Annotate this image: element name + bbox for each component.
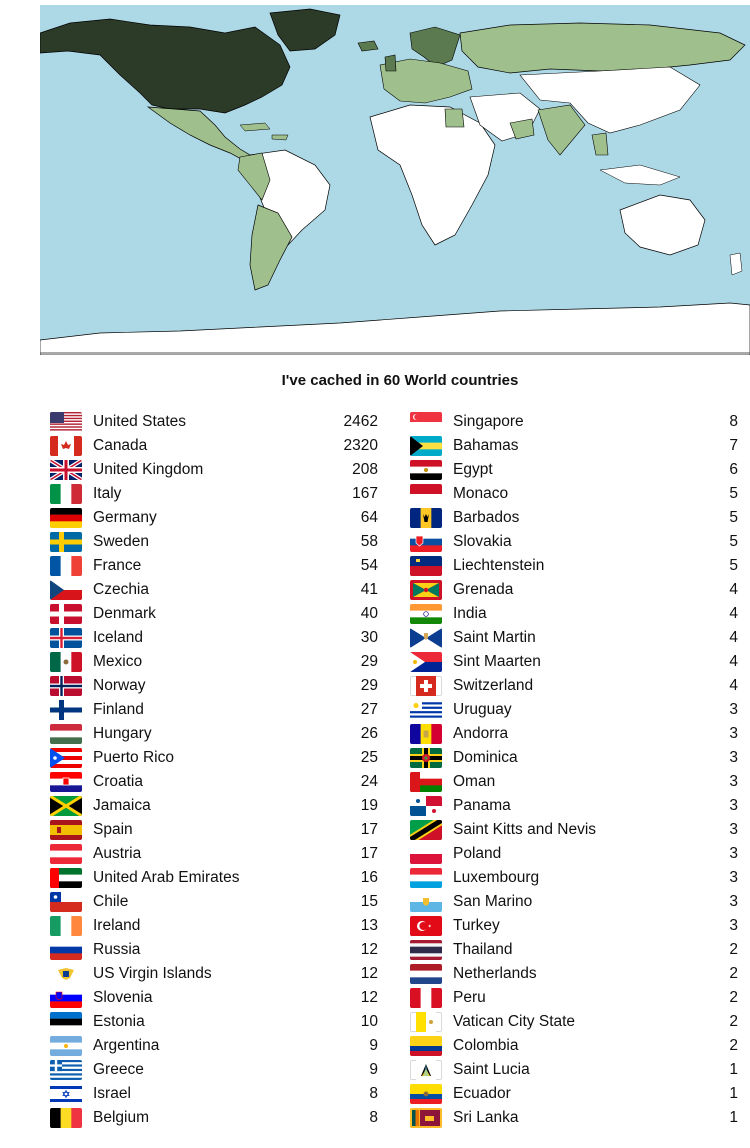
cache-count: 3 [729,797,738,814]
country-name: Panama [453,797,511,814]
cache-count: 41 [360,581,378,598]
country-row [410,866,740,890]
country-name: Thailand [453,941,513,958]
country-row [410,410,740,434]
country-name: Mexico [93,653,143,670]
cache-count: 2 [729,941,738,958]
country-name: Egypt [453,461,493,478]
cache-count: 12 [360,989,378,1006]
country-row [50,770,380,794]
country-row [50,818,380,842]
cache-count: 54 [360,557,378,574]
country-name: Luxembourg [453,869,540,886]
country-name: Liechtenstein [453,557,545,574]
country-row [50,410,380,434]
country-name: Dominica [453,749,518,766]
country-row [410,1034,740,1058]
country-row [410,650,740,674]
country-row [410,530,740,554]
country-row [50,938,380,962]
country-name: Colombia [453,1037,519,1054]
flag-uy-icon [410,700,442,720]
country-row [50,986,380,1010]
country-row [50,506,380,530]
country-row [410,674,740,698]
country-name: Switzerland [453,677,534,694]
flag-ru-icon [50,940,82,960]
cache-count: 1 [729,1085,738,1102]
cache-count: 1 [729,1061,738,1078]
flag-ch-icon [410,676,442,696]
country-row [410,1010,740,1034]
flag-pl-icon [410,844,442,864]
flag-dm-icon [410,748,442,768]
cache-count: 167 [352,485,378,502]
cache-count: 12 [360,965,378,982]
flag-vi-icon [50,964,82,984]
country-row [50,1082,380,1106]
country-name: United Arab Emirates [93,869,240,886]
flag-sg-icon [410,412,442,432]
country-row [50,698,380,722]
country-row [50,890,380,914]
flag-cz-icon [50,580,82,600]
country-row [50,866,380,890]
cache-count: 3 [729,773,738,790]
country-name: Grenada [453,581,514,598]
cache-count: 3 [729,725,738,742]
country-row [410,938,740,962]
flag-li-icon [410,556,442,576]
flag-pe-icon [410,988,442,1008]
country-name: Czechia [93,581,149,598]
cache-count: 3 [729,749,738,766]
flag-ec-icon [410,1084,442,1104]
cache-count: 5 [729,533,738,550]
country-name: Italy [93,485,122,502]
cache-count: 12 [360,941,378,958]
country-name: Hungary [93,725,152,742]
flag-nl-icon [410,964,442,984]
country-name: Argentina [93,1037,160,1054]
country-name: Saint Lucia [453,1061,530,1078]
country-name: Sri Lanka [453,1109,519,1126]
flag-jm-icon [50,796,82,816]
country-name: Germany [93,509,157,526]
cache-count: 26 [360,725,378,742]
cache-count: 29 [360,677,378,694]
flag-lu-icon [410,868,442,888]
country-row [410,1106,740,1130]
country-name: Israel [93,1085,131,1102]
country-row [50,914,380,938]
flag-lk-icon [410,1108,442,1128]
country-name: Estonia [93,1013,145,1030]
country-name: Uruguay [453,701,512,718]
cache-count: 2 [729,965,738,982]
country-row [50,1106,380,1130]
flag-ie-icon [50,916,82,936]
flag-ad-icon [410,724,442,744]
country-row [410,746,740,770]
country-name: San Marino [453,893,533,910]
flag-eg-icon [410,460,442,480]
country-row [410,434,740,458]
country-row [50,626,380,650]
cache-count: 13 [360,917,378,934]
flag-ar-icon [50,1036,82,1056]
country-name: Chile [93,893,129,910]
country-name: United Kingdom [93,461,204,478]
cache-count: 2 [729,1013,738,1030]
flag-kn-icon [410,820,442,840]
cache-count: 9 [369,1061,378,1078]
country-row [410,1058,740,1082]
country-name: Sint Maarten [453,653,541,670]
country-row [50,530,380,554]
flag-tr-icon [410,916,442,936]
country-name: India [453,605,487,622]
country-row [410,890,740,914]
country-row [50,482,380,506]
flag-pa-icon [410,796,442,816]
uk-region [385,55,396,71]
country-name: Barbados [453,509,520,526]
flag-mx-icon [50,652,82,672]
cache-count: 3 [729,821,738,838]
country-name: Denmark [93,605,156,622]
country-name: Ecuador [453,1085,511,1102]
cache-count: 10 [360,1013,378,1030]
flag-sm-icon [410,892,442,912]
world-map-svg [40,5,750,355]
flag-va-icon [410,1012,442,1032]
cache-count: 25 [360,749,378,766]
cache-count: 29 [360,653,378,670]
flag-no-icon [50,676,82,696]
country-row [50,458,380,482]
country-row [410,482,740,506]
flag-sk-icon [410,532,442,552]
country-name: Slovenia [93,989,153,1006]
country-row [50,1058,380,1082]
country-row [410,722,740,746]
flag-in-icon [410,604,442,624]
flag-be-icon [50,1108,82,1128]
country-name: United States [93,413,187,430]
flag-lc-icon [410,1060,442,1080]
flag-th-icon [410,940,442,960]
cache-count: 2 [729,1037,738,1054]
country-name: Norway [93,677,146,694]
country-row [410,554,740,578]
cache-count: 208 [352,461,378,478]
cache-count: 9 [369,1037,378,1054]
cache-count: 3 [729,701,738,718]
cache-count: 27 [360,701,378,718]
cache-count: 1 [729,1109,738,1126]
country-name: US Virgin Islands [93,965,212,982]
country-name: Saint Kitts and Nevis [453,821,597,838]
flag-bb-icon [410,508,442,528]
country-name: Andorra [453,725,509,742]
flag-co-icon [410,1036,442,1056]
flag-dk-icon [50,604,82,624]
new-zealand-region [730,253,742,275]
cache-count: 3 [729,893,738,910]
cache-count: 4 [729,605,738,622]
country-row [50,842,380,866]
cache-count: 5 [729,485,738,502]
cache-count: 58 [360,533,378,550]
cache-count: 8 [369,1085,378,1102]
country-row [50,578,380,602]
country-name: Monaco [453,485,509,502]
cache-count: 17 [360,821,378,838]
country-name: Iceland [93,629,143,646]
country-name: Singapore [453,413,524,430]
cache-count: 3 [729,917,738,934]
country-row [410,1082,740,1106]
cache-count: 19 [360,797,378,814]
country-row [410,578,740,602]
country-row [410,962,740,986]
cache-count: 5 [729,509,738,526]
world-map [40,5,750,355]
flag-is-icon [50,628,82,648]
country-list-left [50,410,380,1130]
flag-gb-icon [50,460,82,480]
country-row [50,554,380,578]
cache-count: 4 [729,629,738,646]
country-name: Netherlands [453,965,537,982]
flag-se-icon [50,532,82,552]
country-name: Sweden [93,533,150,550]
cache-count: 3 [729,869,738,886]
flag-sx-icon [410,652,442,672]
cache-count: 2320 [343,437,378,454]
country-name: Oman [453,773,496,790]
iceland-region [358,41,378,51]
country-row [50,602,380,626]
cache-count: 2462 [343,413,378,430]
country-name: Slovakia [453,533,512,550]
flag-il-icon [50,1084,82,1104]
flag-si-icon [50,988,82,1008]
cache-count: 40 [360,605,378,622]
flag-fi-icon [50,700,82,720]
page-title: I've cached in 60 World countries [281,372,519,389]
cache-count: 6 [729,461,738,478]
country-row [410,506,740,530]
country-row [50,1010,380,1034]
country-row [50,434,380,458]
cache-count: 17 [360,845,378,862]
flag-bs-icon [410,436,442,456]
flag-ee-icon [50,1012,82,1032]
country-name: Austria [93,845,142,862]
country-name: Spain [93,821,133,838]
flag-cl-icon [50,892,82,912]
cache-count: 30 [360,629,378,646]
country-row [410,626,740,650]
country-name: Finland [93,701,144,718]
country-row [410,602,740,626]
country-name: France [93,557,142,574]
flag-hu-icon [50,724,82,744]
country-row [410,842,740,866]
country-row [410,770,740,794]
flag-ca-icon [50,436,82,456]
flag-gr-icon [50,1060,82,1080]
cache-count: 2 [729,989,738,1006]
cache-count: 4 [729,653,738,670]
country-row [410,698,740,722]
flag-gd-icon [410,580,442,600]
flag-us-icon [50,412,82,432]
flag-at-icon [50,844,82,864]
country-name: Saint Martin [453,629,536,646]
country-name: Turkey [453,917,500,934]
cache-count: 5 [729,557,738,574]
cache-count: 4 [729,581,738,598]
country-row [410,914,740,938]
cache-count: 15 [360,893,378,910]
country-row [410,986,740,1010]
country-name: Greece [93,1061,144,1078]
country-name: Vatican City State [453,1013,576,1030]
country-name: Peru [453,989,486,1006]
cache-count: 64 [360,509,378,526]
country-row [50,674,380,698]
country-row [50,1034,380,1058]
country-row [50,650,380,674]
flag-es-icon [50,820,82,840]
country-row [50,746,380,770]
country-name: Croatia [93,773,143,790]
flag-de-icon [50,508,82,528]
cache-count: 8 [369,1109,378,1126]
country-name: Russia [93,941,141,958]
egypt-region [445,109,464,127]
country-name: Poland [453,845,502,862]
cache-count: 7 [729,437,738,454]
country-name: Jamaica [93,797,151,814]
cache-count: 24 [360,773,378,790]
country-name: Puerto Rico [93,749,174,766]
cache-count: 4 [729,677,738,694]
flag-it-icon [50,484,82,504]
country-name: Belgium [93,1109,149,1126]
country-name: Canada [93,437,148,454]
country-name: Ireland [93,917,141,934]
cache-count: 8 [729,413,738,430]
cache-count: 16 [360,869,378,886]
flag-om-icon [410,772,442,792]
country-row [410,794,740,818]
country-row [50,722,380,746]
flag-mf-icon [410,628,442,648]
flag-mc-icon [410,484,442,504]
flag-fr-icon [50,556,82,576]
country-row [50,962,380,986]
flag-pr-icon [50,748,82,768]
country-name: Bahamas [453,437,519,454]
country-row [50,794,380,818]
country-row [410,818,740,842]
cache-count: 3 [729,845,738,862]
flag-ae-icon [50,868,82,888]
country-row [410,458,740,482]
flag-hr-icon [50,772,82,792]
country-list-right [410,410,740,1130]
